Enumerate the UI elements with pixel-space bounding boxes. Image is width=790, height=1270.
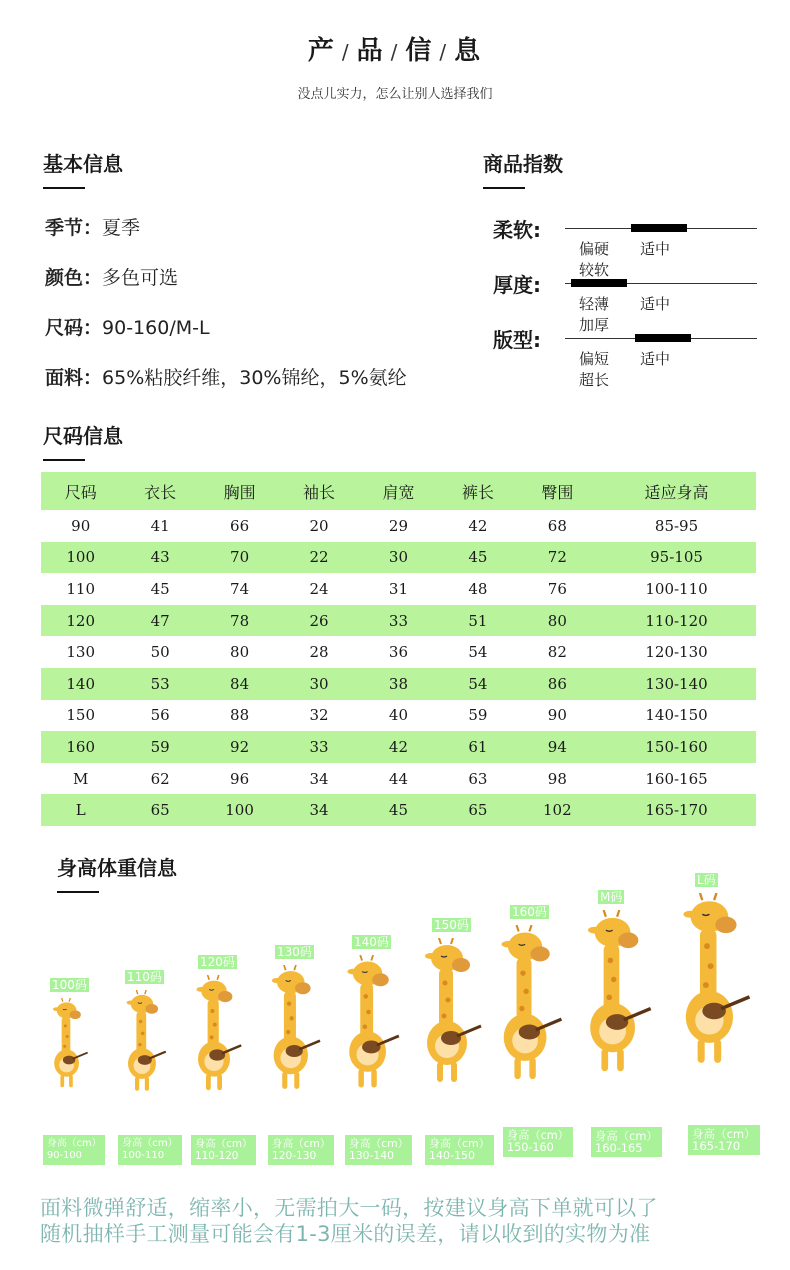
table-cell: 40 <box>388 706 409 725</box>
table-cell: 165-170 <box>645 801 708 820</box>
table-cell: 65 <box>150 801 170 820</box>
table-cell: 30 <box>388 548 409 567</box>
table-cell: 94 <box>547 737 567 756</box>
index-option: 较软 <box>579 261 610 279</box>
giraffe-icon <box>340 955 404 1093</box>
table-cell: 160 <box>66 737 96 756</box>
giraffe-icon <box>579 910 657 1078</box>
caption-range: 110-120 <box>195 1150 239 1162</box>
column-header: 尺码 <box>64 482 97 502</box>
index-option: 加厚 <box>579 316 610 334</box>
table-cell: 76 <box>547 579 567 598</box>
product-index-heading-text: 商品指数 <box>483 152 563 176</box>
table-row <box>41 605 756 637</box>
caption-label: 身高（cm） <box>122 1138 178 1149</box>
caption-label: 身高（cm） <box>507 1129 569 1142</box>
table-cell: 34 <box>309 769 329 788</box>
table-cell: 95-105 <box>650 548 703 567</box>
table-cell: M <box>73 769 89 788</box>
caption-label: 身高（cm） <box>692 1127 756 1141</box>
table-cell: 88 <box>230 706 250 725</box>
table-cell: 48 <box>468 579 488 598</box>
column-header: 衣长 <box>144 482 177 502</box>
table-cell: 90 <box>71 516 91 535</box>
table-cell: 120-130 <box>645 643 708 662</box>
index-row-thickness <box>493 267 763 334</box>
caption-range: 90-100 <box>47 1150 82 1161</box>
table-cell: 84 <box>230 674 250 693</box>
heading-underline <box>43 459 85 461</box>
title-separator: / <box>390 40 400 64</box>
size-table <box>41 472 756 826</box>
table-cell: 96 <box>230 769 250 788</box>
info-key: 面料： <box>45 367 103 389</box>
table-cell: 82 <box>547 643 567 662</box>
index-label: 厚度: <box>493 273 541 297</box>
index-option: 轻薄 <box>579 295 610 313</box>
table-cell: 66 <box>230 516 250 535</box>
table-cell: 110-120 <box>645 611 708 630</box>
table-row <box>41 510 756 542</box>
info-value: 65%粘胶纤维，30%锦纶，5%氨纶 <box>102 367 407 389</box>
table-row <box>41 573 756 605</box>
giraffe-icon <box>190 975 246 1095</box>
table-cell: 36 <box>388 643 409 662</box>
table-cell: 43 <box>150 548 170 567</box>
size-table-body <box>41 510 756 826</box>
caption-label: 身高（cm） <box>429 1137 490 1150</box>
height-weight-heading-text: 身高体重信息 <box>57 856 177 880</box>
caption-range: 165-170 <box>692 1139 741 1153</box>
index-track <box>565 338 757 339</box>
caption-label: 身高（cm） <box>272 1138 331 1150</box>
table-row <box>41 763 756 795</box>
giraffe-height-caption <box>191 1135 256 1165</box>
index-label: 柔软: <box>493 218 541 242</box>
giraffe-icon <box>493 925 568 1086</box>
footer-line: 随机抽样手工测量可能会有1-3厘米的误差，请以收到的实物为准 <box>40 1222 651 1246</box>
table-cell: 150-160 <box>645 737 708 756</box>
table-cell: 33 <box>388 611 409 630</box>
index-row-softness <box>493 212 763 279</box>
index-option: 偏短 <box>579 350 610 368</box>
index-option: 超长 <box>579 371 610 389</box>
caption-range: 120-130 <box>272 1150 317 1162</box>
giraffe-item <box>493 925 568 1086</box>
table-cell: 65 <box>468 801 488 820</box>
table-cell: 51 <box>468 611 488 630</box>
table-cell: 41 <box>150 516 170 535</box>
footer-line: 面料微弹舒适，缩率小，无需拍大一码，按建议身高下单就可以了 <box>40 1196 658 1220</box>
table-row <box>41 668 756 700</box>
giraffe-item <box>417 938 487 1088</box>
caption-range: 160-165 <box>595 1141 643 1155</box>
title-separator: / <box>341 40 351 64</box>
table-cell: 130 <box>66 643 96 662</box>
index-option: 偏硬 <box>579 240 610 258</box>
table-cell: 56 <box>150 706 170 725</box>
table-row <box>41 731 756 763</box>
table-cell: 47 <box>150 611 170 630</box>
table-cell: 85-95 <box>654 516 699 535</box>
table-cell: L <box>75 801 86 820</box>
title-char: 品 <box>356 36 385 66</box>
title-separator: / <box>439 40 449 64</box>
index-row-fit <box>493 322 763 389</box>
table-cell: 150 <box>66 706 96 725</box>
table-cell: 32 <box>309 706 329 725</box>
info-row-season <box>45 210 407 260</box>
giraffe-height-caption <box>43 1135 105 1165</box>
giraffe-item <box>265 965 325 1094</box>
caption-range: 150-160 <box>507 1141 554 1154</box>
table-cell: 92 <box>230 737 250 756</box>
info-row-color <box>45 260 407 310</box>
giraffe-height-caption <box>425 1135 494 1165</box>
basic-info-list <box>45 210 407 410</box>
giraffe-size-chart <box>0 865 790 1175</box>
table-cell: 130-140 <box>645 674 708 693</box>
table-cell: 74 <box>230 579 250 598</box>
table-cell: 26 <box>309 611 329 630</box>
table-cell: 33 <box>309 737 329 756</box>
table-cell: 140 <box>66 674 96 693</box>
column-header: 胸围 <box>223 482 256 502</box>
page-title <box>0 30 790 67</box>
giraffe-size-tag: M码 <box>600 890 623 904</box>
table-cell: 110 <box>66 579 96 598</box>
table-cell: 80 <box>230 643 250 662</box>
caption-range: 100-110 <box>122 1150 165 1161</box>
info-key: 尺码： <box>45 317 103 339</box>
giraffe-size-tag: 140码 <box>354 935 389 949</box>
index-marker <box>631 224 687 232</box>
heading-underline <box>43 187 85 189</box>
caption-label: 身高（cm） <box>47 1138 102 1149</box>
caption-label: 身高（cm） <box>595 1129 658 1143</box>
table-cell: 100 <box>225 801 254 820</box>
giraffe-size-tag: 110码 <box>127 970 162 984</box>
table-cell: 45 <box>150 579 170 598</box>
table-cell: 68 <box>547 516 567 535</box>
table-cell: 160-165 <box>645 769 708 788</box>
footer-note <box>40 1195 770 1247</box>
giraffe-height-caption <box>591 1127 662 1157</box>
table-cell: 45 <box>468 548 488 567</box>
column-header: 适应身高 <box>644 482 709 502</box>
giraffe-item <box>579 910 657 1078</box>
table-cell: 50 <box>150 643 170 662</box>
table-cell: 59 <box>150 737 170 756</box>
table-cell: 30 <box>309 674 329 693</box>
table-cell: 100-110 <box>645 579 708 598</box>
giraffe-height-caption <box>345 1135 412 1165</box>
table-cell: 90 <box>547 706 567 725</box>
giraffe-height-caption <box>688 1125 760 1155</box>
size-table-header <box>41 472 756 510</box>
giraffe-item <box>48 998 91 1091</box>
table-cell: 98 <box>547 769 567 788</box>
giraffe-height-caption <box>268 1135 334 1165</box>
column-header: 袖长 <box>303 482 336 502</box>
column-header: 臀围 <box>541 482 574 502</box>
giraffe-item <box>674 893 757 1070</box>
table-row <box>41 794 756 826</box>
index-option: 适中 <box>640 350 671 368</box>
giraffe-height-caption <box>118 1135 182 1165</box>
giraffe-height-caption <box>503 1127 573 1157</box>
caption-range: 140-150 <box>429 1149 475 1162</box>
product-index-heading <box>483 148 563 177</box>
table-cell: 20 <box>309 516 329 535</box>
table-cell: 72 <box>547 548 567 567</box>
table-cell: 38 <box>388 674 409 693</box>
table-cell: 59 <box>468 706 488 725</box>
giraffe-icon <box>48 998 91 1091</box>
giraffe-item <box>121 990 170 1095</box>
index-label: 版型: <box>493 328 541 352</box>
table-cell: 54 <box>468 674 488 693</box>
giraffe-icon <box>121 990 170 1095</box>
table-cell: 24 <box>309 579 329 598</box>
giraffe-item <box>340 955 404 1093</box>
table-cell: 45 <box>388 801 409 820</box>
table-cell: 63 <box>468 769 488 788</box>
info-key: 颜色： <box>45 267 103 289</box>
giraffe-size-tag: 100码 <box>52 978 87 992</box>
table-cell: 42 <box>388 737 409 756</box>
table-cell: 80 <box>547 611 567 630</box>
table-cell: 44 <box>388 769 409 788</box>
table-row <box>41 700 756 732</box>
info-value: 90-160/M-L <box>102 317 210 339</box>
table-cell: 100 <box>66 548 96 567</box>
page-header <box>0 30 790 102</box>
giraffe-size-tag: 120码 <box>200 955 235 969</box>
giraffe-size-tag: 160码 <box>512 905 547 919</box>
column-header: 裤长 <box>461 482 494 502</box>
table-row <box>41 636 756 668</box>
table-cell: 54 <box>468 643 488 662</box>
giraffe-size-tag: 130码 <box>277 945 312 959</box>
index-track <box>565 283 757 284</box>
caption-range: 130-140 <box>349 1149 394 1162</box>
giraffe-icon <box>265 965 325 1094</box>
table-cell: 42 <box>468 516 488 535</box>
giraffe-item <box>190 975 246 1095</box>
page-subtitle: 没点儿实力，怎么让别人选择我们 <box>297 87 493 102</box>
index-option: 适中 <box>640 295 671 313</box>
table-cell: 62 <box>150 769 170 788</box>
title-char: 息 <box>454 36 483 66</box>
basic-info-heading-text: 基本信息 <box>43 152 123 176</box>
giraffe-size-tag: 150码 <box>434 918 469 932</box>
table-cell: 31 <box>388 579 409 598</box>
size-info-heading <box>43 420 123 449</box>
info-row-size <box>45 310 407 360</box>
title-char: 产 <box>307 36 336 66</box>
table-cell: 29 <box>388 516 409 535</box>
table-cell: 86 <box>547 674 567 693</box>
table-cell: 140-150 <box>645 706 708 725</box>
column-header: 肩宽 <box>382 482 415 502</box>
caption-label: 身高（cm） <box>349 1137 409 1150</box>
giraffe-icon <box>674 893 757 1070</box>
info-key: 季节： <box>45 217 103 239</box>
giraffe-icon <box>417 938 487 1088</box>
table-cell: 28 <box>309 643 329 662</box>
index-track <box>565 228 757 229</box>
table-cell: 78 <box>230 611 250 630</box>
table-cell: 53 <box>150 674 170 693</box>
info-value: 夏季 <box>102 217 141 239</box>
info-value: 多色可选 <box>102 267 179 289</box>
basic-info-heading <box>43 148 123 177</box>
title-char: 信 <box>405 36 434 66</box>
table-cell: 22 <box>309 548 329 567</box>
table-cell: 120 <box>66 611 96 630</box>
caption-label: 身高（cm） <box>195 1138 253 1150</box>
size-info-heading-text: 尺码信息 <box>43 424 123 448</box>
table-cell: 102 <box>543 801 572 820</box>
index-options <box>579 348 759 390</box>
index-marker <box>635 334 691 342</box>
table-cell: 61 <box>468 737 488 756</box>
index-option: 适中 <box>640 240 671 258</box>
table-cell: 70 <box>230 548 250 567</box>
heading-underline <box>483 187 525 189</box>
table-row <box>41 542 756 574</box>
giraffe-size-tag: L码 <box>697 873 716 887</box>
product-index-panel <box>493 212 763 389</box>
info-row-fabric <box>45 360 407 410</box>
index-marker <box>571 279 627 287</box>
table-cell: 34 <box>309 801 329 820</box>
